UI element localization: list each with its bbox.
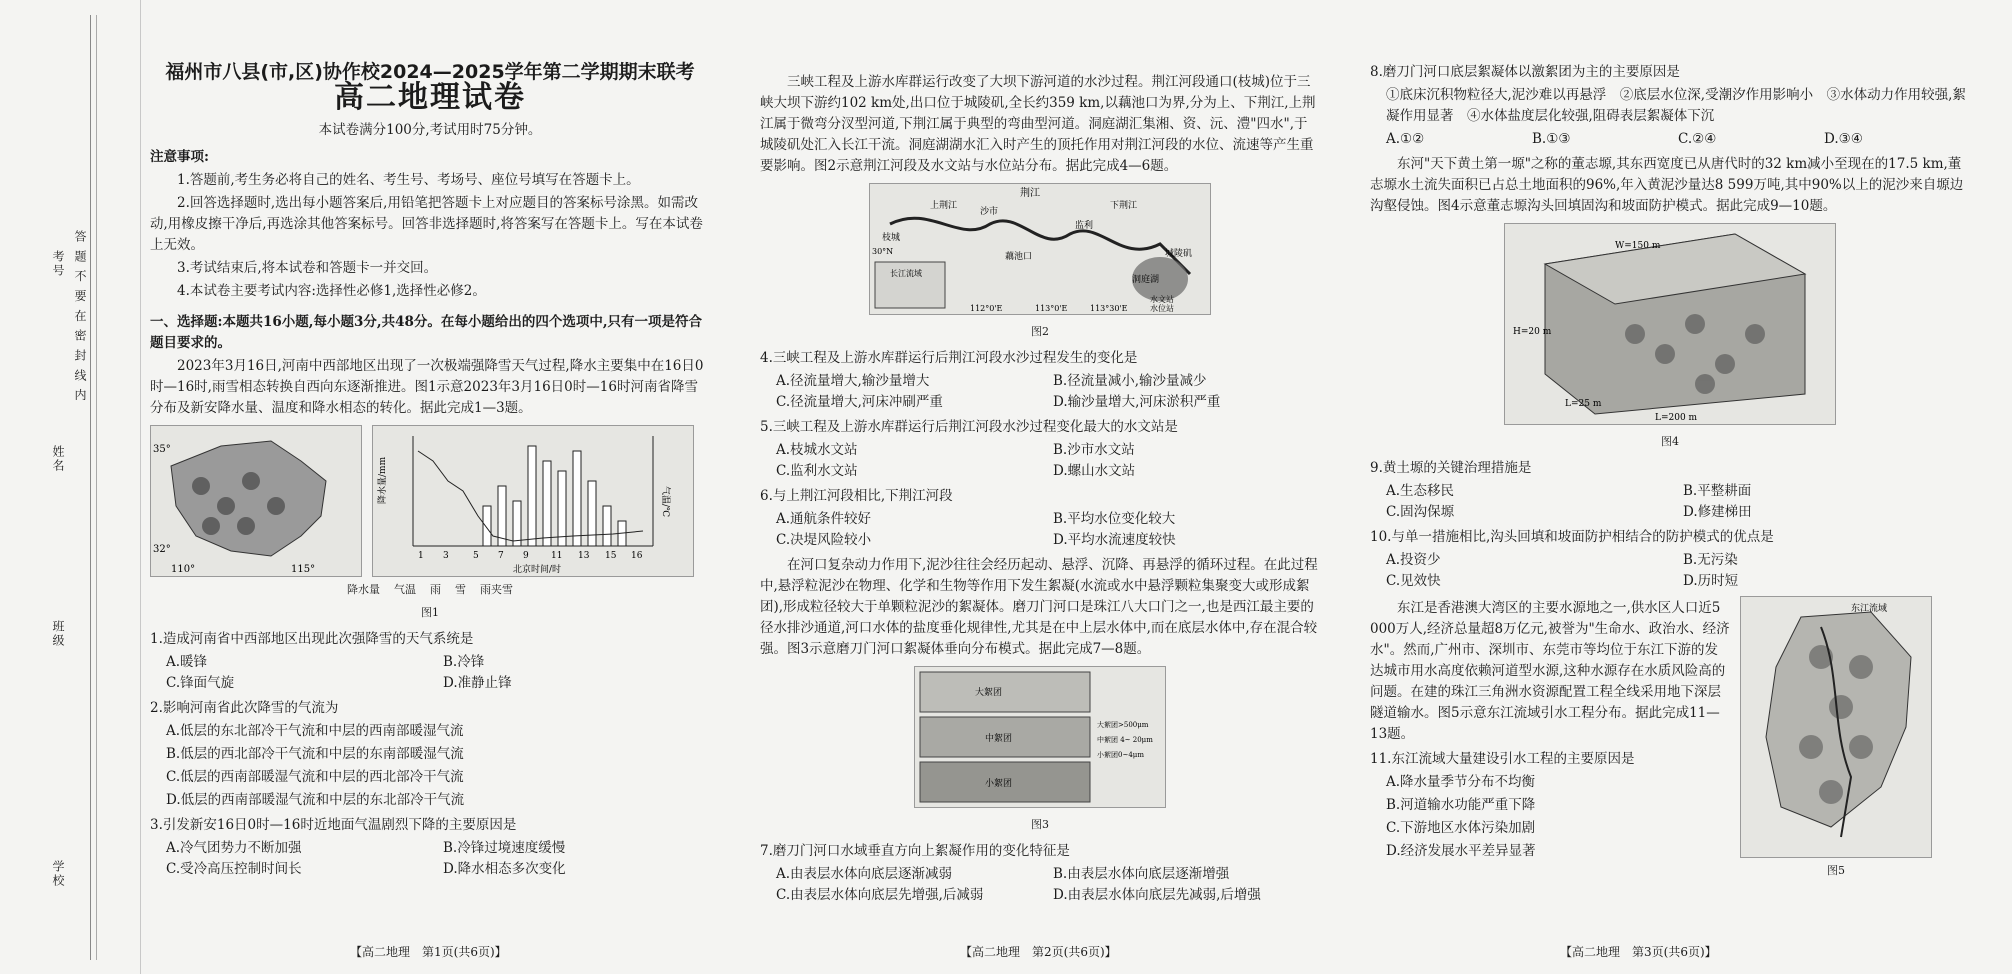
label-basin: 东江流域 <box>1851 604 1888 614</box>
legend-large: 大絮团>500μm <box>1097 721 1149 729</box>
question-9 <box>1370 458 1970 523</box>
question-11 <box>1370 749 1730 862</box>
lon-115-label: 115° <box>291 564 316 575</box>
option-a: A.①② <box>1386 131 1425 147</box>
label-len-short: L=25 m <box>1565 399 1602 409</box>
option-b: B.低层的西北部冷干气流和中层的东南部暖湿气流 <box>166 746 464 762</box>
svg-text:5: 5 <box>473 551 479 561</box>
option-c: C.决堤风险较小 <box>776 532 872 548</box>
figure-1 <box>150 425 710 577</box>
dongjiang-map <box>1740 596 1932 858</box>
y-left-label: 降水量/mm <box>378 456 388 504</box>
legend-hydro: 水文站 <box>1150 295 1174 304</box>
option-b: B.①③ <box>1532 131 1571 147</box>
henan-snow-map <box>150 425 362 577</box>
question-intro: 三峡工程及上游水库群运行改变了大坝下游河道的水沙过程。荆江河段通口(枝城)位于三峡大坝下游约102 km处,出口位于城陵矶,全长约359 km,以藕池口为界,分为上、下荆江,上荆江属于微弯分汊型河道,下荆江属于典型的弯曲型河道。洞庭湖汇集湘、资、沅、澧"四水",于城陵矶处汇入长江干流。洞庭湖湖水汇入时产生的顶托作用对荆江河段的水位、流速等产生重要影响。图2示意荆江河段及水文站与水位站分布。据此完成4—6题。 <box>760 74 1316 174</box>
option-a: A.通航条件较好 <box>776 511 872 527</box>
option-a: A.径流量增大,输沙量增大 <box>776 373 930 389</box>
question-stem: 9.黄土塬的关键治理措施是 <box>1370 460 1532 476</box>
label-chenglingji: 城陵矶 <box>1165 249 1193 259</box>
school-label: 学校 <box>51 860 65 888</box>
page-footer-3: 【高二地理 第3页(共6页)】 <box>1560 945 1717 959</box>
question-8 <box>1370 62 1970 150</box>
score-info: 本试卷满分100分,考试用时75分钟。 <box>318 122 542 138</box>
legend-item: 雨夹雪 <box>480 583 513 596</box>
question-stem: 3.引发新安16日0时—16时近地面气温剧烈下降的主要原因是 <box>150 817 517 833</box>
label-small-floc: 小絮团 <box>985 779 1013 789</box>
question-5 <box>760 417 1320 482</box>
seal-line-text: 答 题 不 要 在 密 封 线 内 <box>73 230 87 403</box>
option-c: C.监利水文站 <box>776 463 858 479</box>
option-a: A.降水量季节分布不均衡 <box>1386 774 1536 790</box>
option-c: C.见效快 <box>1386 573 1441 589</box>
precip-bars <box>483 446 626 546</box>
question-intro-2: 在河口复杂动力作用下,泥沙往往会经历起动、悬浮、沉降、再悬浮的循环过程。在此过程中,悬浮粒泥沙在物理、化学和生物等作用下发生絮凝(水流或水中悬浮颗粒集聚变大或形成絮团),形成粒径较大于单颗粒泥沙的絮凝体。磨刀门河口是珠江八大口门之一,也是西江最主要的径水排沙通道,河口水体的盐度垂化规律性,尤其是在中上层水体中,而在底层水体中,存在混合较强。图3示意磨刀门河口絮凝体垂向分布模式。据此完成7—8题。 <box>760 557 1318 657</box>
fig3-caption: 图3 <box>1031 818 1049 831</box>
option-c: C.②④ <box>1678 131 1717 147</box>
jingjiang-map-svg <box>870 184 1210 314</box>
option-c: C.径流量增大,河床冲刷严重 <box>776 394 943 410</box>
label-inset: 长江流域 <box>890 269 922 278</box>
page-column-1 <box>150 40 710 880</box>
legend-item: 雪 <box>455 583 466 596</box>
option-d: D.螺山水文站 <box>1053 463 1136 479</box>
option-d: D.修建梯田 <box>1683 504 1752 520</box>
label-mid-floc: 中絮团 <box>985 734 1013 744</box>
fig2-caption: 图2 <box>1031 325 1049 338</box>
question-1 <box>150 629 710 694</box>
question-stem: 5.三峡工程及上游水库群运行后荆江河段水沙过程变化最大的水文站是 <box>760 419 1178 435</box>
option-b: B.冷锋 <box>443 654 485 670</box>
option-b: B.平整耕面 <box>1683 483 1752 499</box>
label-height: H=20 m <box>1513 327 1552 337</box>
svg-text:9: 9 <box>523 551 529 561</box>
section-heading: 一、选择题:本题共16小题,每小题3分,共48分。在每小题给出的四个选项中,只有一项是符合题目要求的。 <box>150 314 703 351</box>
option-b: B.平均水位变化较大 <box>1053 511 1176 527</box>
option-c: C.低层的西南部暖湿气流和中层的西北部冷干气流 <box>166 769 464 785</box>
notice-heading: 注意事项: <box>150 149 209 165</box>
layer-top <box>920 672 1090 712</box>
option-d: D.输沙量增大,河床淤积严重 <box>1053 394 1221 410</box>
svg-text:15: 15 <box>605 551 617 561</box>
xinan-precip-chart <box>372 425 694 577</box>
fig5-caption: 图5 <box>1827 864 1845 877</box>
notice-item: 4.本试卷主要考试内容:选择性必修1,选择性必修2。 <box>177 283 486 299</box>
page-column-2 <box>760 70 1320 906</box>
option-a: A.暖锋 <box>166 654 208 670</box>
dongjiang-map-svg <box>1741 597 1931 857</box>
legend-item: 降水量 <box>347 583 380 596</box>
legend-small: 小絮团0~4μm <box>1097 751 1144 759</box>
dongjiang-section <box>1370 596 1970 887</box>
label-zhicheng: 枝城 <box>882 233 901 243</box>
label-jianli: 监利 <box>1075 221 1094 231</box>
fig4-caption: 图4 <box>1661 435 1679 448</box>
henan-outline <box>171 441 326 556</box>
option-d: D.③④ <box>1824 131 1863 147</box>
exam-title: 福州市八县(市,区)协作校2024—2025学年第二学期期末联考 <box>165 61 695 83</box>
option-b: B.河道输水功能严重下降 <box>1386 797 1536 813</box>
notice-item: 1.答题前,考生务必将自己的姓名、考生号、考场号、座位号填写在答题卡上。 <box>177 172 640 188</box>
option-d: D.历时短 <box>1683 573 1739 589</box>
option-b: B.沙市水文站 <box>1053 442 1135 458</box>
question-3 <box>150 815 710 880</box>
question-stem: 7.磨刀门河口水域垂直方向上絮凝作用的变化特征是 <box>760 843 1070 859</box>
option-a: A.生态移民 <box>1386 483 1455 499</box>
xinan-chart-svg <box>373 426 693 576</box>
label-shashi: 沙市 <box>980 207 999 217</box>
label-jingjiang: 荆江 <box>1020 188 1040 199</box>
option-b: B.径流量减小,输沙量减少 <box>1053 373 1207 389</box>
question-stem: 11.东江流域大量建设引水工程的主要原因是 <box>1370 751 1635 767</box>
name-label: 姓名 <box>51 445 65 473</box>
option-d: D.降水相态多次变化 <box>443 861 566 877</box>
label-lower: 下荆江 <box>1110 201 1138 211</box>
question-stem: 4.三峡工程及上游水库群运行后荆江河段水沙过程发生的变化是 <box>760 350 1138 366</box>
svg-text:1: 1 <box>418 551 424 561</box>
subject-title: 高二地理试卷 <box>334 80 526 115</box>
question-6 <box>760 486 1320 551</box>
option-d: D.经济发展水平差异显著 <box>1386 843 1536 859</box>
question-7 <box>760 841 1320 906</box>
dongzhiyuan-diagram <box>1504 223 1836 425</box>
option-d: D.低层的西南部暖湿气流和中层的东北部冷干气流 <box>166 792 465 808</box>
lat-32-label: 32° <box>153 544 171 555</box>
legend-stage: 水位站 <box>1150 304 1174 313</box>
x-ticks <box>418 551 643 561</box>
legend-item: 雨 <box>430 583 441 596</box>
lon-113e: 113°0'E <box>1035 304 1068 313</box>
x-axis-label: 北京时间/时 <box>513 565 562 575</box>
lon-112e: 112°0'E <box>970 304 1003 313</box>
lat-30n: 30°N <box>872 247 894 256</box>
binding-strip <box>0 0 141 974</box>
dongzhiyuan-svg <box>1505 224 1835 424</box>
question-10 <box>1370 527 1970 592</box>
svg-text:13: 13 <box>578 551 590 561</box>
page-footer-2: 【高二地理 第2页(共6页)】 <box>960 945 1117 959</box>
option-d: D.准静止锋 <box>443 675 512 691</box>
lat-35-label: 35° <box>153 444 171 455</box>
svg-text:11: 11 <box>551 551 563 561</box>
fig1-legend <box>150 579 710 600</box>
question-stem: 6.与上荆江河段相比,下荆江河段 <box>760 488 953 504</box>
fig1-caption: 图1 <box>421 606 439 619</box>
label-width: W=150 m <box>1615 241 1661 251</box>
option-a: A.枝城水文站 <box>776 442 858 458</box>
option-b: B.冷锋过境速度缓慢 <box>443 840 566 856</box>
svg-text:7: 7 <box>498 551 504 561</box>
jingjiang-map <box>869 183 1211 315</box>
label-large-floc: 大絮团 <box>975 688 1003 698</box>
label-dongting: 洞庭湖 <box>1132 275 1160 285</box>
option-c: C.锋面气旋 <box>166 675 235 691</box>
floc-svg <box>915 667 1165 807</box>
question-items: ①底床沉积物粒径大,泥沙难以再悬浮 ②底层水位深,受潮汐作用影响小 ③水体动力作用较强,絮凝作用显著 ④水体盐度层化较强,阻碍表层絮凝体下沉 <box>1386 87 1966 124</box>
svg-text:3: 3 <box>443 551 449 561</box>
option-a: A.由表层水体向底层逐渐减弱 <box>776 866 953 882</box>
y-right-label: 气温/℃ <box>660 486 670 518</box>
label-len-long: L=200 m <box>1655 413 1698 423</box>
option-c: C.由表层水体向底层先增强,后减弱 <box>776 887 984 903</box>
option-a: A.投资少 <box>1386 552 1441 568</box>
question-intro: 2023年3月16日,河南中西部地区出现了一次极端强降雪天气过程,降水主要集中在16日0时—16时,雨雪相态转换自西向东逐渐推进。图1示意2023年3月16日0时—16时河南省降雪分布及新安降水量、温度和降水相态的转化。据此完成1—3题。 <box>150 358 704 416</box>
svg-text:16: 16 <box>631 551 643 561</box>
legend-item: 气温 <box>394 583 416 596</box>
lon-110-label: 110° <box>171 564 196 575</box>
question-2 <box>150 698 710 811</box>
option-d: D.平均水流速度较快 <box>1053 532 1176 548</box>
option-c: C.受冷高压控制时间长 <box>166 861 302 877</box>
class-label: 班级 <box>51 620 65 648</box>
question-stem: 10.与单一措施相比,沟头回填和坡面防护相结合的防护模式的优点是 <box>1370 529 1774 545</box>
notice-item: 2.回答选择题时,选出每小题答案后,用铅笔把答题卡上对应题目的答案标号涂黑。如需改动,用橡皮擦干净后,再选涂其他答案标号。回答非选择题时,将答案写在答题卡上。写在本试卷上无效。 <box>150 195 703 253</box>
page-column-3 <box>1370 60 1970 887</box>
question-stem: 1.造成河南省中西部地区出现此次强降雪的天气系统是 <box>150 631 474 647</box>
seal-line <box>90 15 91 960</box>
seal-line-inner <box>96 15 97 960</box>
option-a: A.冷气团势力不断加强 <box>166 840 302 856</box>
question-intro-2: 东江是香港澳大湾区的主要水源地之一,供水区人口近5 000万人,经济总量超8万亿元,被誉为"生命水、政治水、经济水"。然而,广州市、深圳市、东莞市等均位于东江下游的发达城市用水高度依赖河道型水源,这种水源存在水质风险高的问题。在建的珠江三角洲水资源配置工程全线采用地下深层隧道输水。图5示意东江流域引水工程分布。据此完成11—13题。 <box>1370 600 1730 742</box>
label-upper: 上荆江 <box>930 201 958 211</box>
lon-113-30e: 113°30'E <box>1090 304 1128 313</box>
legend-mid: 中絮团 4~ 20μm <box>1097 736 1153 744</box>
option-b: B.由表层水体向底层逐渐增强 <box>1053 866 1230 882</box>
page-footer-1: 【高二地理 第1页(共6页)】 <box>350 945 507 959</box>
option-c: C.下游地区水体污染加剧 <box>1386 820 1536 836</box>
question-stem: 8.磨刀门河口底层絮凝体以激絮团为主的主要原因是 <box>1370 64 1680 80</box>
question-intro: 东河"天下黄土第一塬"之称的董志塬,其东西宽度已从唐代时的32 km减小至现在的17.5 km,董志塬水土流失面积已占总土地面积的96%,年入黄泥沙量达8 599万吨,其中90%以上的泥沙来自塬边沟壑侵蚀。图4示意董志塬沟头回填固沟和坡面防护模式。据此完成9—10题。 <box>1370 156 1964 214</box>
exam-no-label: 考号 <box>51 250 65 278</box>
henan-map-svg <box>151 426 361 576</box>
option-b: B.无污染 <box>1683 552 1738 568</box>
question-stem: 2.影响河南省此次降雪的气流为 <box>150 700 339 716</box>
option-d: D.由表层水体向底层先减弱,后增强 <box>1053 887 1261 903</box>
flocculation-diagram <box>914 666 1166 808</box>
question-4 <box>760 348 1320 413</box>
notice-item: 3.考试结束后,将本试卷和答题卡一并交回。 <box>177 260 438 276</box>
option-a: A.低层的东北部冷干气流和中层的西南部暖湿气流 <box>166 723 464 739</box>
option-c: C.固沟保塬 <box>1386 504 1455 520</box>
label-ouchikou: 藕池口 <box>1005 252 1033 262</box>
